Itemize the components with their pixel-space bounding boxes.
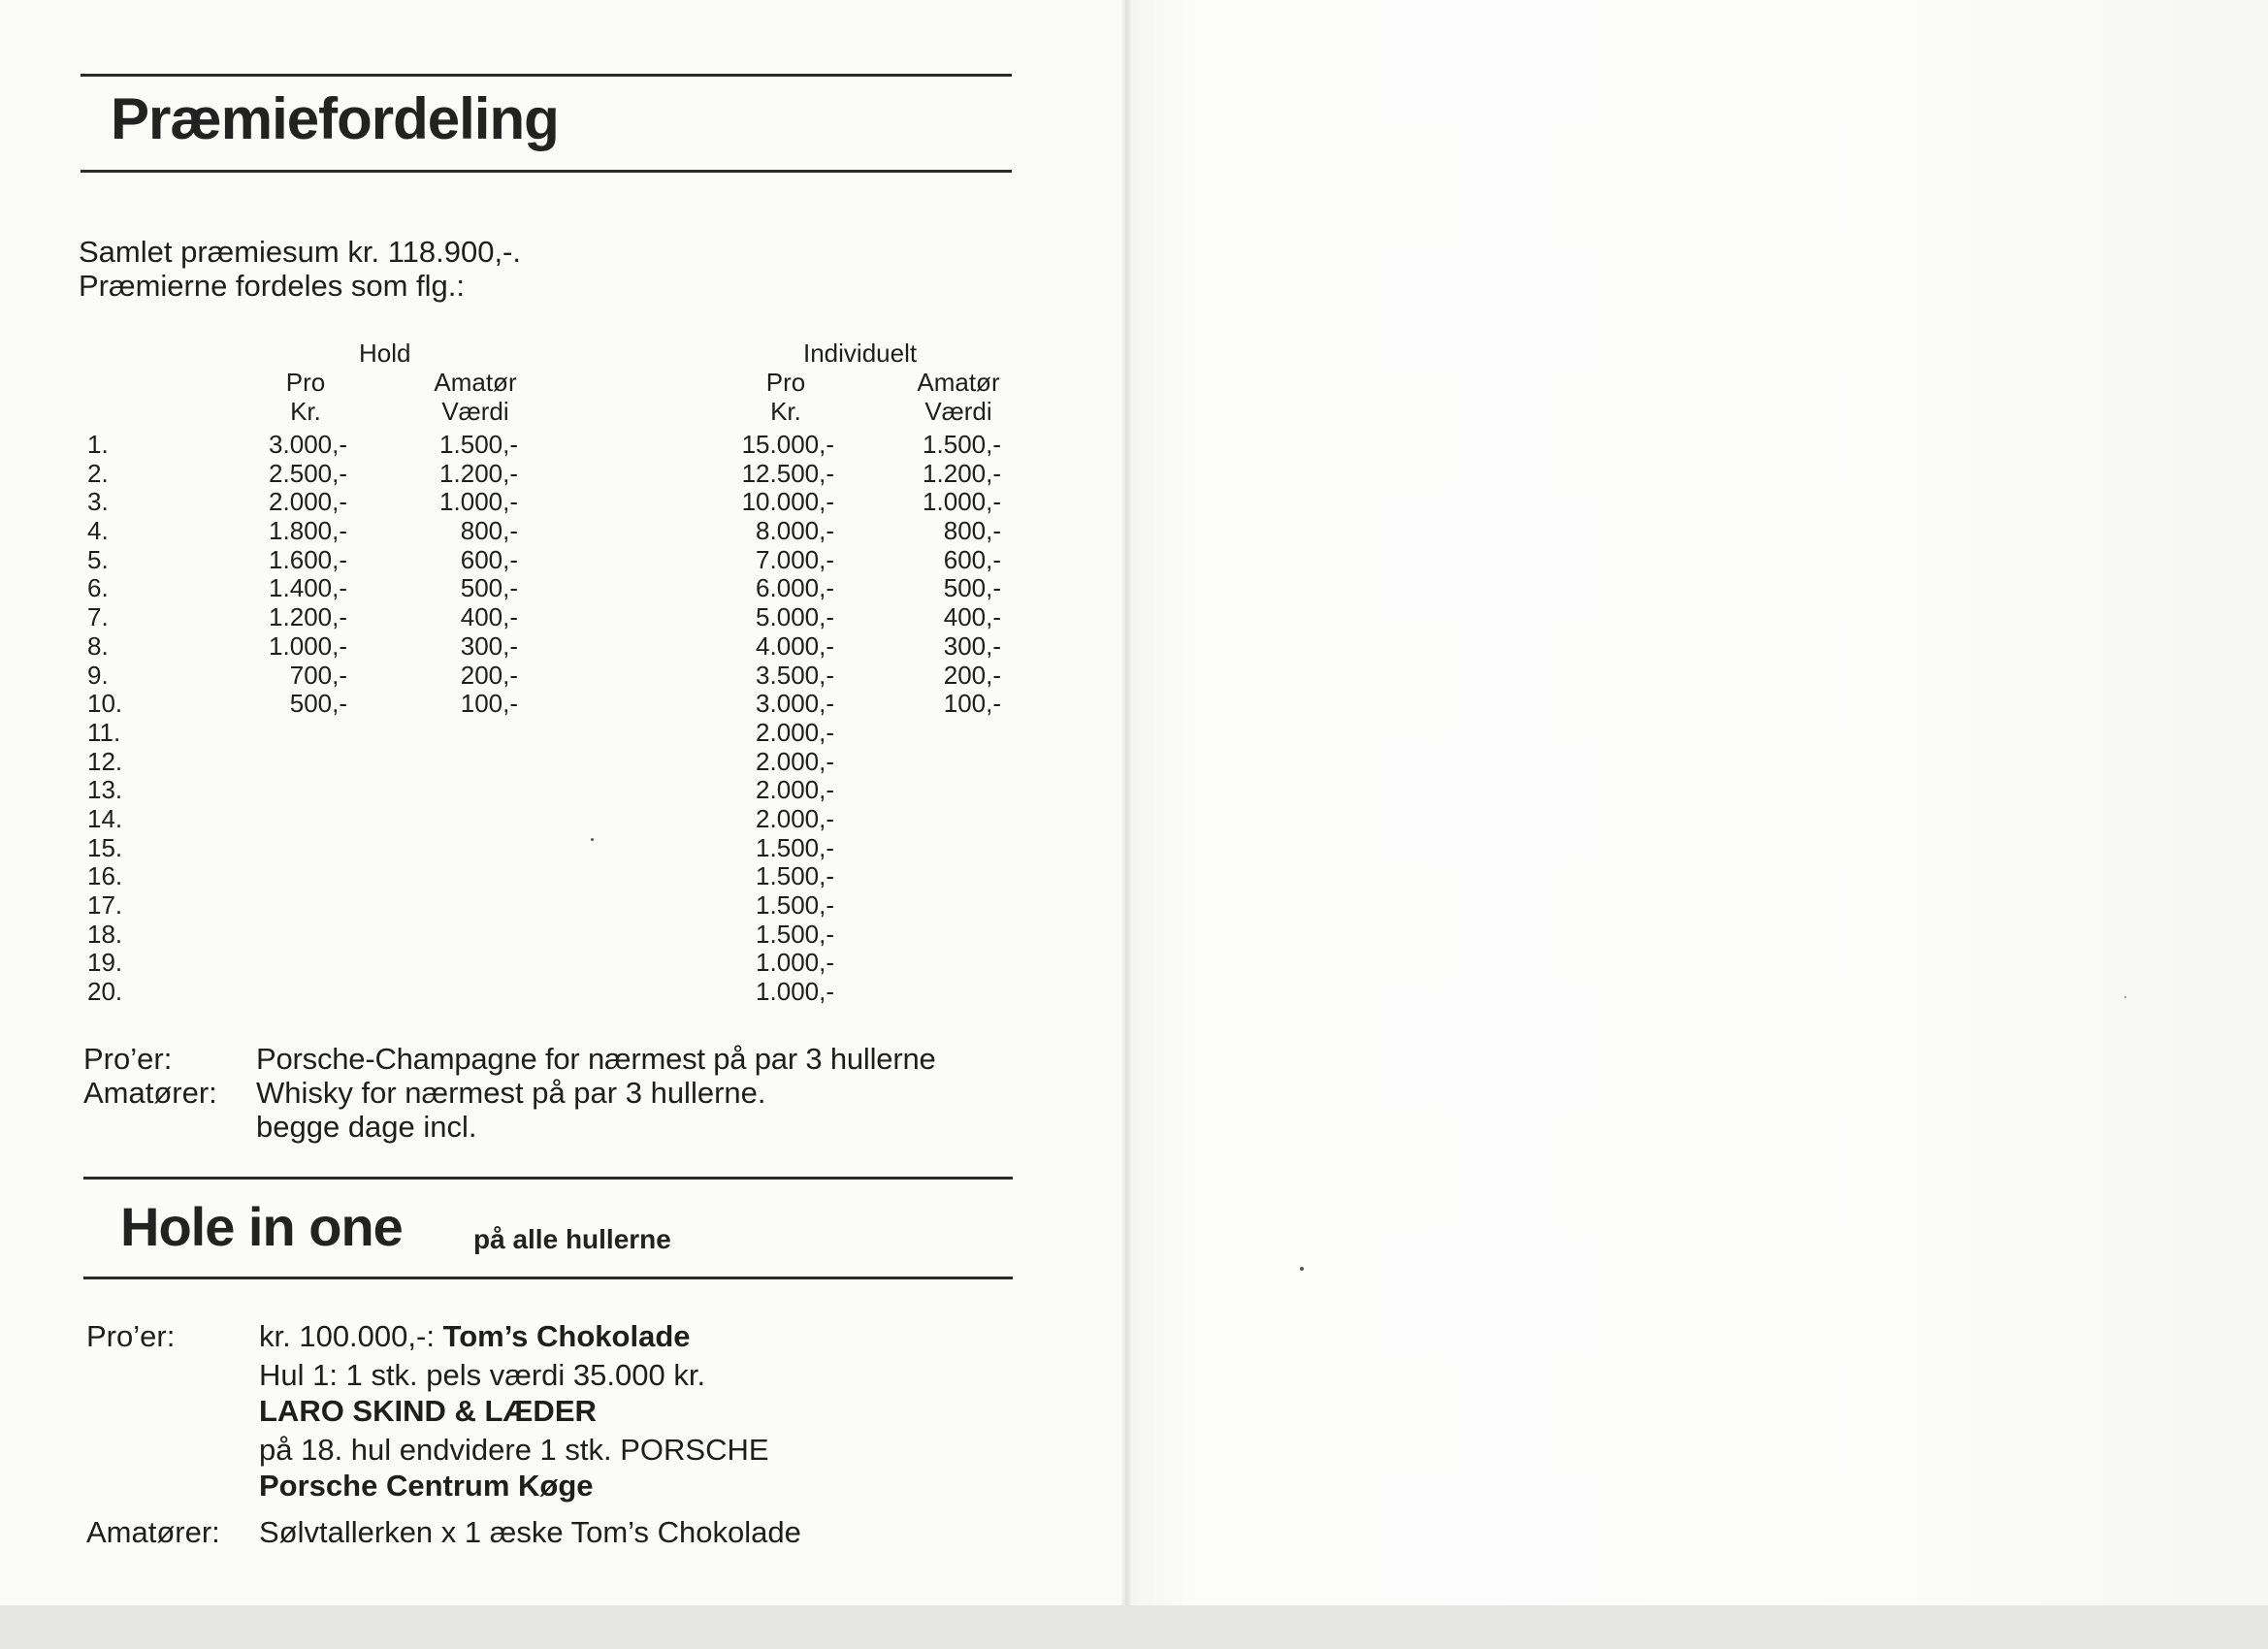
ind-pro-cell: 1.500,- bbox=[756, 919, 834, 949]
ind-pro-cell: 12.500,- bbox=[741, 458, 834, 488]
pro-text: Porsche-Champagne for nærmest på par 3 hullerne bbox=[256, 1042, 936, 1076]
ind-pro-cell: 15.000,- bbox=[741, 430, 834, 459]
group-individuelt-header: Individuelt bbox=[803, 339, 918, 368]
ind-pro-cell: 1.000,- bbox=[756, 948, 834, 978]
amator-text-1: Whisky for nærmest på par 3 hullerne. bbox=[256, 1076, 766, 1110]
ind-amator-cell: 500,- bbox=[943, 573, 1001, 603]
ind-pro-cell: 8.000,- bbox=[756, 516, 834, 546]
hold-amator-header bbox=[417, 369, 534, 426]
places-cell: 4. bbox=[87, 516, 109, 546]
hold-amator-cell: 500,- bbox=[460, 573, 518, 603]
places-cell: 1. bbox=[87, 430, 109, 459]
ind-amator-header bbox=[900, 369, 1017, 426]
hold-pro-cell: 3.000,- bbox=[269, 430, 347, 459]
hold-amator-cell: 400,- bbox=[460, 602, 518, 632]
hold-amator-cell: 200,- bbox=[460, 660, 518, 690]
places-cell: 17. bbox=[87, 890, 123, 920]
hole-pro-line-5: Porsche Centrum Køge bbox=[259, 1469, 594, 1503]
ind-pro-cell: 2.000,- bbox=[756, 775, 834, 805]
hole-pro-line-4: på 18. hul endvidere 1 stk. PORSCHE bbox=[259, 1433, 769, 1467]
ind-pro-cell: 3.000,- bbox=[756, 689, 834, 719]
ind-amator-cell: 600,- bbox=[943, 544, 1001, 574]
places-cell: 10. bbox=[87, 689, 123, 719]
hold-pro-column bbox=[233, 431, 347, 719]
hole-pro-sponsor: Tom’s Chokolade bbox=[442, 1319, 691, 1353]
hold-amator-cell: 600,- bbox=[460, 544, 518, 574]
hold-pro-cell: 2.000,- bbox=[269, 487, 347, 517]
places-cell: 13. bbox=[87, 775, 123, 805]
ind-pro-cell: 2.000,- bbox=[756, 717, 834, 747]
places-cell: 2. bbox=[87, 458, 109, 488]
hold-amator-cell: 1.500,- bbox=[439, 430, 518, 459]
places-cell: 7. bbox=[87, 602, 109, 632]
ind-amator-cell: 100,- bbox=[943, 689, 1001, 719]
hole-bottom-rule bbox=[83, 1277, 1013, 1279]
hold-pro-cell: 500,- bbox=[289, 689, 347, 719]
top-rule bbox=[81, 74, 1012, 77]
hold-amator-cell: 1.000,- bbox=[439, 487, 518, 517]
hole-pro-amount: kr. 100.000,-: bbox=[259, 1319, 435, 1353]
hold-pro-cell: 1.200,- bbox=[269, 602, 347, 632]
hold-pro-header bbox=[262, 369, 349, 426]
hold-pro-cell: 1.000,- bbox=[269, 630, 347, 661]
places-cell: 6. bbox=[87, 573, 109, 603]
places-cell: 5. bbox=[87, 544, 109, 574]
hold-amator-unit: Værdi bbox=[441, 396, 509, 426]
scan-bottom-edge bbox=[0, 1605, 2268, 1649]
ind-pro-cell: 1.000,- bbox=[756, 977, 834, 1007]
places-column bbox=[87, 431, 146, 1007]
hold-pro-cell: 700,- bbox=[289, 660, 347, 690]
ind-pro-cell: 1.500,- bbox=[756, 861, 834, 891]
places-cell: 18. bbox=[87, 919, 123, 949]
hold-amator-cell: 300,- bbox=[460, 630, 518, 661]
hole-pro-line-1 bbox=[259, 1319, 691, 1354]
places-cell: 3. bbox=[87, 487, 109, 517]
hole-amator-label: Amatører: bbox=[86, 1515, 220, 1549]
ind-pro-cell: 2.000,- bbox=[756, 803, 834, 833]
hole-pro-line-3: LARO SKIND & LÆDER bbox=[259, 1394, 597, 1428]
intro-line-2: Præmierne fordeles som flg.: bbox=[79, 269, 465, 303]
hold-pro-unit: Kr. bbox=[290, 396, 321, 426]
prize-title: Præmiefordeling bbox=[111, 86, 559, 151]
page-fold bbox=[1121, 0, 1131, 1605]
hold-pro-label: Pro bbox=[285, 368, 326, 397]
hold-amator-cell: 1.200,- bbox=[439, 458, 518, 488]
hold-pro-cell: 2.500,- bbox=[269, 458, 347, 488]
places-cell: 20. bbox=[87, 977, 123, 1007]
places-cell: 14. bbox=[87, 803, 123, 833]
hole-title: Hole in one bbox=[120, 1196, 403, 1257]
hold-amator-column bbox=[407, 431, 518, 719]
ind-pro-cell: 6.000,- bbox=[756, 573, 834, 603]
amator-label: Amatører: bbox=[83, 1076, 217, 1110]
hole-pro-line-2: Hul 1: 1 stk. pels værdi 35.000 kr. bbox=[259, 1358, 706, 1392]
ind-amator-cell: 800,- bbox=[943, 516, 1001, 546]
places-cell: 9. bbox=[87, 660, 109, 690]
places-cell: 11. bbox=[87, 717, 121, 747]
ind-amator-cell: 1.200,- bbox=[923, 458, 1001, 488]
ind-pro-label: Pro bbox=[765, 368, 806, 397]
places-cell: 19. bbox=[87, 948, 123, 978]
paper-speck bbox=[591, 838, 594, 841]
ind-amator-column bbox=[892, 431, 1001, 719]
places-cell: 15. bbox=[87, 832, 123, 862]
places-cell: 16. bbox=[87, 861, 123, 891]
ind-pro-header bbox=[747, 369, 825, 426]
ind-pro-column bbox=[689, 431, 834, 1007]
right-page bbox=[1125, 0, 2268, 1605]
ind-pro-cell: 4.000,- bbox=[756, 630, 834, 661]
ind-amator-cell: 1.500,- bbox=[923, 430, 1001, 459]
ind-pro-cell: 1.500,- bbox=[756, 890, 834, 920]
hold-amator-cell: 100,- bbox=[460, 689, 518, 719]
ind-pro-cell: 1.500,- bbox=[756, 832, 834, 862]
ind-pro-cell: 3.500,- bbox=[756, 660, 834, 690]
ind-amator-unit: Værdi bbox=[924, 396, 992, 426]
ind-amator-cell: 300,- bbox=[943, 630, 1001, 661]
group-hold-header: Hold bbox=[359, 339, 411, 368]
places-cell: 12. bbox=[87, 746, 123, 776]
hole-amator-text: Sølvtallerken x 1 æske Tom’s Chokolade bbox=[259, 1515, 801, 1549]
ind-amator-cell: 1.000,- bbox=[923, 487, 1001, 517]
ind-amator-label: Amatør bbox=[917, 368, 1000, 397]
ind-pro-unit: Kr. bbox=[770, 396, 801, 426]
hole-top-rule bbox=[83, 1177, 1013, 1180]
hole-subtitle: på alle hullerne bbox=[473, 1224, 671, 1254]
ind-amator-cell: 400,- bbox=[943, 602, 1001, 632]
hold-pro-cell: 1.400,- bbox=[269, 573, 347, 603]
hold-pro-cell: 1.600,- bbox=[269, 544, 347, 574]
paper-speck bbox=[1300, 1267, 1304, 1271]
pro-label: Pro’er: bbox=[83, 1042, 173, 1076]
hold-amator-cell: 800,- bbox=[460, 516, 518, 546]
hole-pro-label: Pro’er: bbox=[86, 1319, 176, 1353]
ind-pro-cell: 10.000,- bbox=[741, 487, 834, 517]
title-bottom-rule bbox=[81, 170, 1012, 173]
hold-pro-cell: 1.800,- bbox=[269, 516, 347, 546]
ind-pro-cell: 7.000,- bbox=[756, 544, 834, 574]
amator-text-2: begge dage incl. bbox=[256, 1110, 477, 1144]
intro-line-1: Samlet præmiesum kr. 118.900,-. bbox=[79, 235, 521, 269]
left-page bbox=[0, 0, 1125, 1605]
ind-pro-cell: 5.000,- bbox=[756, 602, 834, 632]
ind-pro-cell: 2.000,- bbox=[756, 746, 834, 776]
paper-speck bbox=[2124, 996, 2126, 998]
ind-amator-cell: 200,- bbox=[943, 660, 1001, 690]
places-cell: 8. bbox=[87, 630, 109, 661]
hold-amator-label: Amatør bbox=[434, 368, 517, 397]
